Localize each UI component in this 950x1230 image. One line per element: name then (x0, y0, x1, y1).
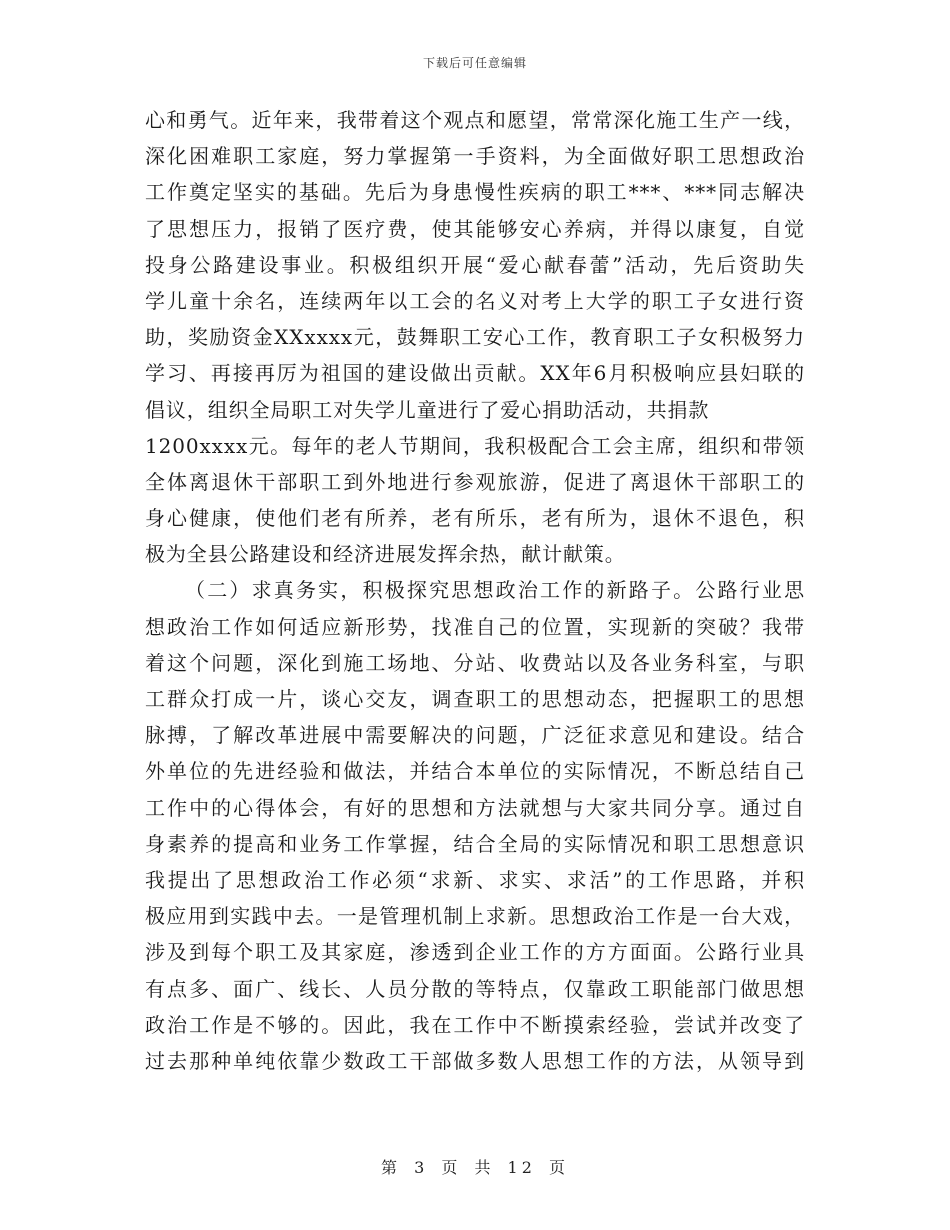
paragraph-line: 工作奠定坚实的基础。先后为身患慢性疾病的职工***、***同志解决 (145, 180, 805, 205)
paragraph-line: 我提出了思想政治工作必须“求新、求实、求活”的工作思路，并积 (145, 867, 805, 892)
paragraph-line: 身素养的提高和业务工作掌握，结合全局的实际情况和职工思想意识 (145, 831, 805, 856)
paragraph-line: 工群众打成一片，谈心交友，调查职工的思想动态，把握职工的思想 (145, 687, 805, 711)
paragraph-line: 身心健康，使他们老有所养，老有所乐，老有所为，退休不退色，积 (145, 506, 805, 531)
paragraph-line: （二）求真务实，积极探究思想政治工作的新路子。公路行业思 (185, 578, 805, 603)
paragraph-line: 涉及到每个职工及其家庭，渗透到企业工作的方方面面。公路行业具 (145, 940, 805, 965)
paragraph-line: 学儿童十余名，连续两年以工会的名义对考上大学的职工子女进行资 (145, 288, 805, 313)
page-number-footer: 第 3 页 共 12 页 (381, 1158, 569, 1177)
paragraph-line: 脉搏，了解改革进展中需要解决的问题，广泛征求意见和建设。结合 (145, 723, 805, 748)
paragraph-line: 1200xxxx元。每年的老人节期间，我积极配合工会主席，组织和带领 (145, 433, 805, 458)
paragraph-line: 着这个问题，深化到施工场地、分站、收费站以及各业务科室，与职 (145, 650, 805, 675)
paragraph-line: 想政治工作如何适应新形势，找准自己的位置，实现新的突破？我带 (145, 614, 805, 639)
paragraph-line: 学习、再接再厉为祖国的建设做出贡献。XX年6月积极响应县妇联的 (145, 361, 805, 386)
page-header: 下载后可任意编辑 (422, 56, 527, 70)
paragraph-line: 过去那种单纯依靠少数政工干部做多数人思想工作的方法，从领导到 (145, 1048, 805, 1073)
paragraph-line: 政治工作是不够的。因此，我在工作中不断摸索经验，尝试并改变了 (145, 1012, 805, 1037)
body-text (145, 102, 805, 1079)
paragraph-line: 深化困难职工家庭，努力掌握第一手资料，为全面做好职工思想政治 (145, 144, 805, 169)
paragraph-line: 心和勇气。近年来，我带着这个观点和愿望，常常深化施工生产一线， (145, 108, 805, 132)
paragraph-line: 工作中的心得体会，有好的思想和方法就想与大家共同分享。通过自 (145, 795, 805, 820)
paragraph-line: 有点多、面广、线长、人员分散的等特点，仅靠政工职能部门做思想 (145, 976, 805, 1001)
paragraph-line: 了思想压力，报销了医疗费，使其能够安心养病，并得以康复，自觉 (145, 216, 805, 241)
paragraph-line: 投身公路建设事业。积极组织开展“爱心献春蕾”活动，先后资助失 (145, 252, 805, 277)
paragraph-line: 外单位的先进经验和做法，并结合本单位的实际情况，不断总结自己 (145, 759, 805, 784)
paragraph-line: 倡议，组织全局职工对失学儿童进行了爱心捐助活动，共捐款 (145, 397, 710, 422)
paragraph-line: 助，奖励资金XXxxxx元，鼓舞职工安心工作，教育职工子女积极努力 (145, 325, 805, 350)
paragraph-line: 全体离退休干部职工到外地进行参观旅游，促进了离退休干部职工的 (145, 469, 805, 494)
paragraph-line: 极为全县公路建设和经济进展发挥余热，献计献策。 (145, 542, 626, 567)
paragraph-line: 极应用到实践中去。一是管理机制上求新。思想政治工作是一台大戏， (145, 904, 805, 929)
